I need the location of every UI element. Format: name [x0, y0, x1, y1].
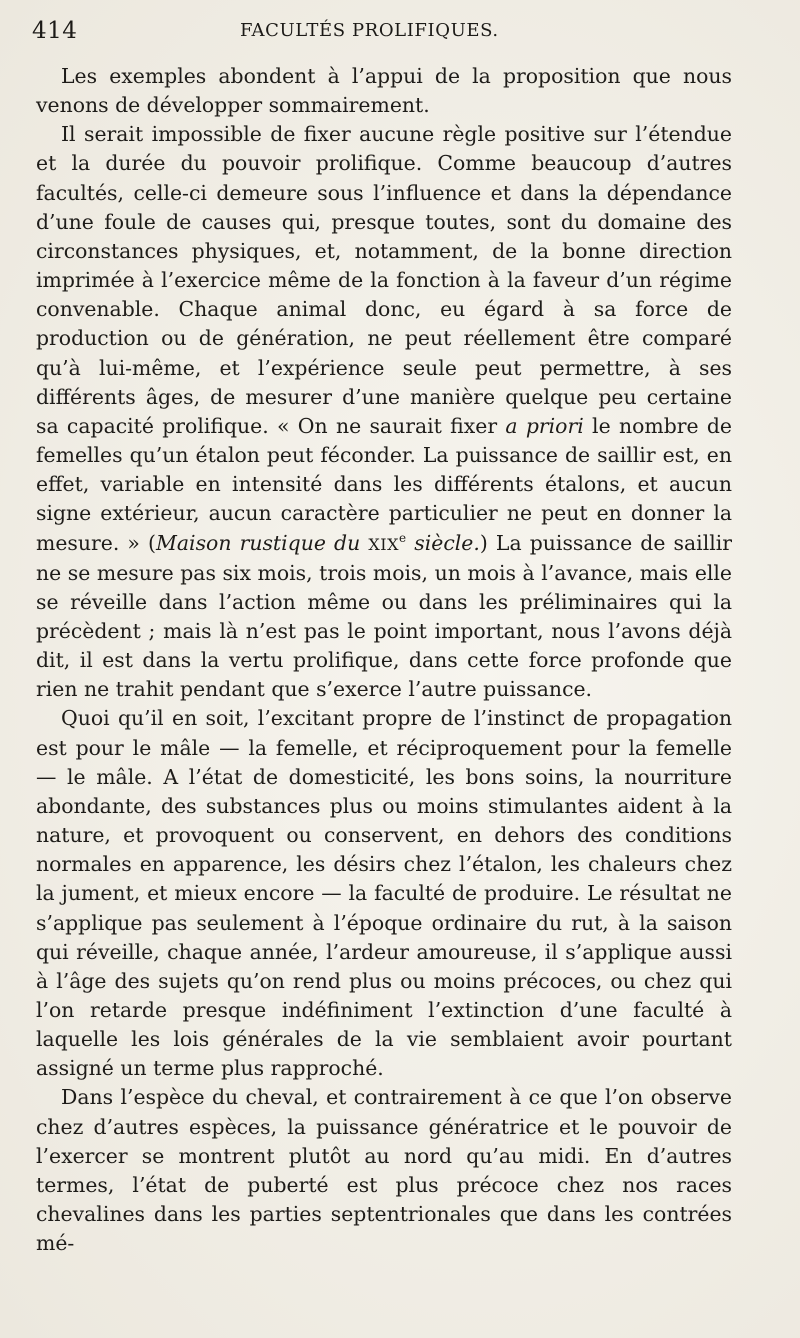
paragraph-3: Quoi qu’il en soit, l’excitant propre de l’instinct de propagation est pour le mâle — la femelle, et réciproquement pour la femelle — le mâle. A l’état de domesticité, les bons soins, la nourriture abondante, des substances plus ou moins stimulantes aident à la nature, et provoquent ou conservent, en dehors des conditions normales en apparence, les désirs chez l’étalon, les chaleurs chez la jument, et mieux encore — la faculté de produire. Le résultat ne s’applique pas seulement à l’époque ordinaire du rut, à la saison qui réveille, chaque année, l’ardeur amoureuse, il s’applique aussi à l’âge des sujets qu’on rend plus ou moins précoces, ou chez qui l’on retarde presque indéfiniment l’extinction d’une faculté à laquelle les lois générales de la vie semblaient avoir pourtant assigné un terme plus rapproché.: [36, 706, 732, 1081]
paragraph-2-part-1: Il serait impossible de fixer aucune règle positive sur l’étendue et la durée du pouvoir prolifique. Comme beaucoup d’autres facultés, celle-ci demeure sous l’influence et dans la dépendance d’une foule de causes qui, presque toutes, sont du domaine des circonstances physiques, et, notamment, de la bonne direction imprimée à l’exercice même de la fonction à la faveur d’un régime convenable. Chaque animal donc, eu égard à sa force de production ou de génération, ne peut réellement être comparé qu’à lui-même, et l’expérience seule peut permettre, à ses différents âges, de mesurer d’une manière quelque peu certaine sa capacité prolifique. « On ne saurait fixer: [36, 122, 732, 438]
paragraph-2-part-3: ) La puissance de saillir ne se mesure pas six mois, trois mois, un mois à l’avance, mais elle se réveille dans l’action même ou dans les préliminaires qui la précèdent ; mais là n’est pas le point important, nous l’avons déjà dit, il est dans la vertu prolifique, dans cette force profonde que rien ne trahit pendant que s’exerce l’autre puissance.: [36, 530, 733, 702]
running-title: FACULTÉS PROLIFIQUES.: [240, 20, 499, 41]
page-number: 414: [32, 18, 78, 44]
page-header: [32, 14, 758, 48]
paragraph-4: Dans l’espèce du cheval, et contrairement à ce que l’on observe chez d’autres espèces, la puissance génératrice et le pouvoir de l’exercer se montrent plutôt au nord qu’au midi. En d’autres termes, l’état de puberté est plus précoce chez nos races chevalines dans les parties septentrionales que dans les contrées mé-: [36, 1085, 732, 1256]
paragraph-1: Les exemples abondent à l’appui de la proposition que nous venons de développer sommairement.: [36, 64, 732, 118]
paragraph-2-part-2: le nombre de femelles qu’un étalon peut féconder. La puissance de saillir est, en effet, variable en intensité dans les différents étalons, et aucun signe extérieur, aucun caractère particulier ne peut en donner la mesure. » (: [36, 413, 732, 555]
body-text: [36, 62, 732, 1258]
century-numeral: XIX: [368, 534, 399, 554]
century-suffix: e: [399, 530, 407, 545]
italic-source-title: Maison rustique du: [156, 530, 361, 555]
italic-siecle: siècle.: [414, 530, 480, 555]
paragraph-2: [36, 120, 732, 704]
italic-a-priori: a priori: [505, 413, 584, 438]
